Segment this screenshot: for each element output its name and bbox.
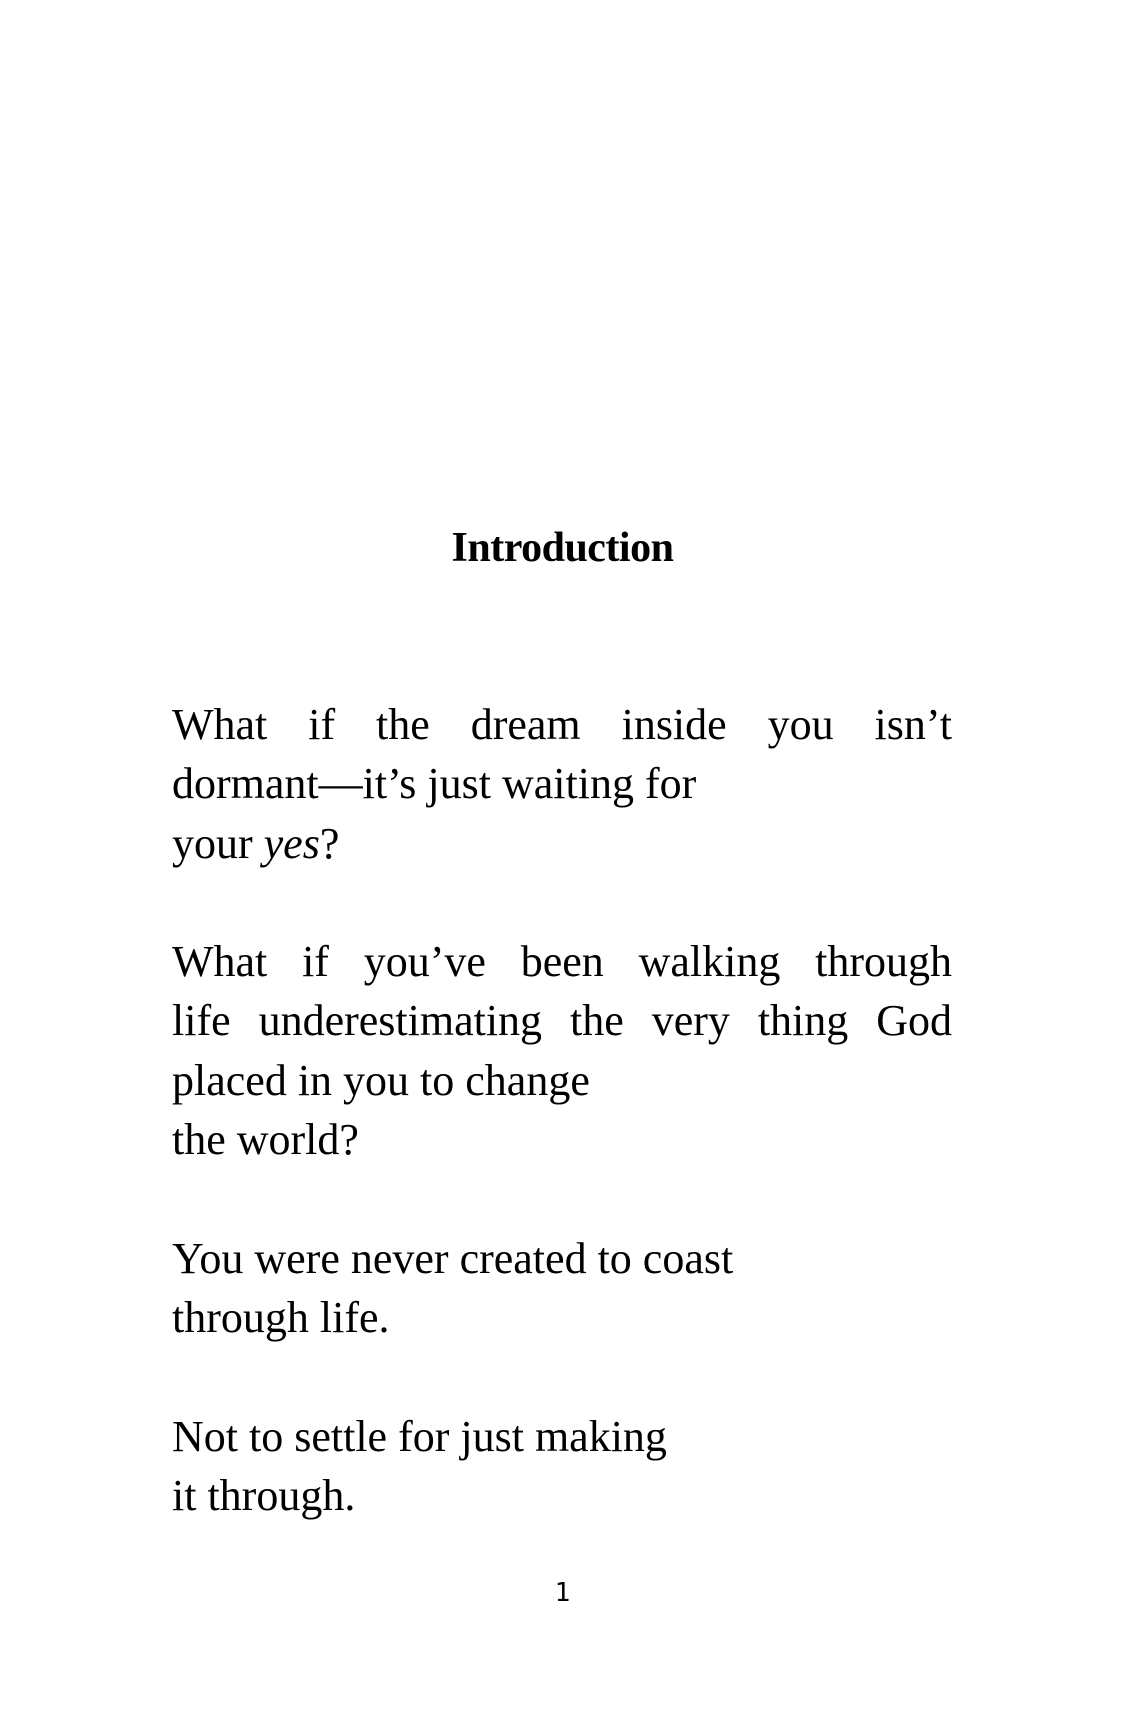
- emphasized-word: yes: [263, 818, 320, 868]
- text-line: the world?: [172, 1115, 359, 1165]
- paragraph: [172, 932, 952, 1169]
- paragraph: [172, 1229, 952, 1348]
- text-line: through life.: [172, 1292, 390, 1342]
- text-segment: your: [172, 818, 264, 868]
- text-line: it through.: [172, 1470, 356, 1520]
- punctuation: ?: [319, 818, 340, 868]
- body-text: [172, 695, 952, 1525]
- text-line: You were never created to coast: [172, 1233, 734, 1283]
- text-line: What if you’ve been walking through: [172, 937, 952, 987]
- paragraph: [172, 1407, 952, 1526]
- paragraph: [172, 695, 952, 873]
- text-line: [172, 814, 952, 873]
- text-line: dormant—it’s just waiting for: [172, 759, 697, 809]
- text-line: life underestimating the very thing God: [172, 996, 952, 1046]
- text-line: Not to settle for just making: [172, 1411, 667, 1461]
- page-number: 1: [554, 1578, 571, 1608]
- chapter-title: Introduction: [451, 525, 674, 571]
- text-line: What if the dream inside you isn’t: [172, 700, 952, 749]
- text-line: placed in you to change: [172, 1055, 590, 1105]
